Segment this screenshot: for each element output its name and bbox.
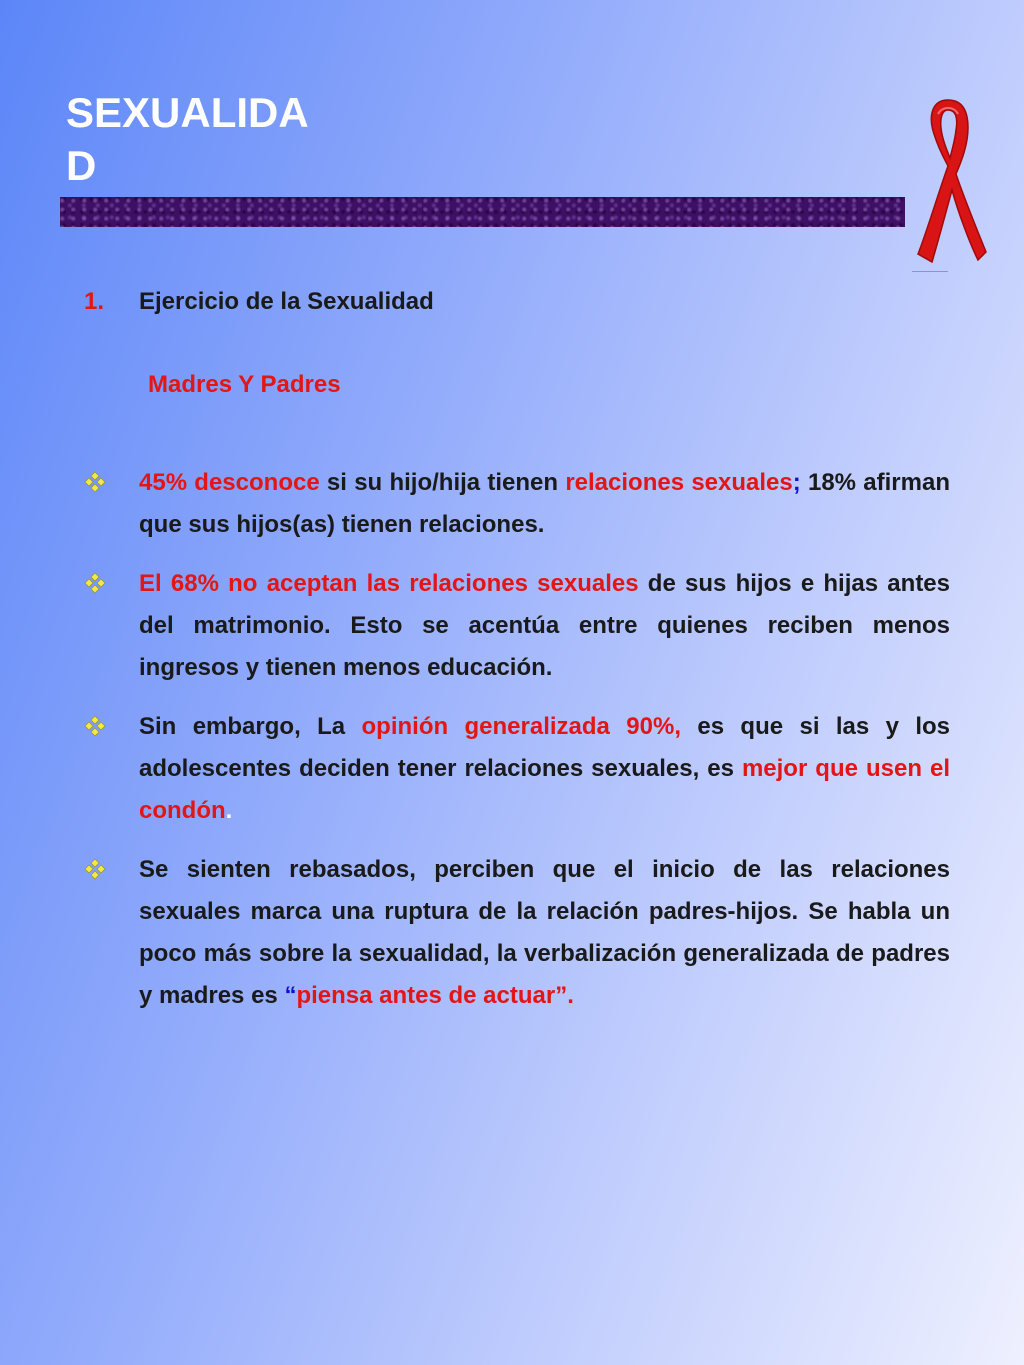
text-segment: Se sienten rebasados, perciben que el inicio de las relaciones sexuales marca una ruptura de la relación padres-hijos. Se habla un poco más sobre la sexualidad, la verbalización generalizada de padres y madres es — [139, 856, 950, 1009]
text-segment: piensa antes de actuar”. — [296, 982, 574, 1009]
diamond-bullet-icon — [84, 715, 106, 737]
text-segment: “ — [284, 982, 297, 1009]
slide-title: SEXUALIDAD — [66, 89, 309, 189]
text-segment: . — [225, 797, 233, 824]
text-segment: ; — [792, 469, 801, 496]
list-item — [84, 462, 950, 546]
text-segment: es que si las y los adolescentes deciden tener relaciones sexuales, es — [139, 713, 950, 782]
text-segment: de sus hijos e hijas antes del matrimonio. Esto se acentúa entre quienes reciben menos ingresos y tienen menos educación. — [139, 570, 951, 681]
text-segment: El 68% no aceptan las relaciones sexuales — [139, 570, 639, 597]
diamond-bullet-icon — [84, 471, 106, 493]
section-number: 1. — [84, 288, 105, 315]
ribbon-underline — [912, 271, 948, 272]
section-heading-text: Ejercicio de la Sexualidad — [139, 288, 434, 315]
bullet-text — [139, 706, 950, 832]
text-segment: si su hijo/hija tienen — [319, 469, 566, 496]
red-ribbon-icon — [908, 94, 988, 269]
bullet-text — [139, 849, 950, 1017]
bullet-list — [84, 462, 950, 1034]
bullet-text — [139, 462, 950, 546]
section-subheading: Madres Y Padres — [148, 371, 341, 398]
title-divider-band — [60, 197, 905, 227]
diamond-bullet-icon — [84, 572, 106, 594]
text-segment: relaciones sexuales — [565, 469, 793, 496]
diamond-bullet-icon — [84, 858, 106, 880]
text-segment: 45% desconoce — [139, 469, 320, 496]
list-item — [84, 849, 950, 1017]
text-segment: 18% afirman que sus hijos(as) tienen relaciones. — [139, 469, 950, 538]
section-heading — [84, 288, 434, 316]
bullet-text — [139, 563, 950, 689]
list-item — [84, 563, 950, 689]
text-segment: opinión generalizada 90%, — [361, 713, 681, 740]
list-item — [84, 706, 950, 832]
text-segment: mejor que usen el condón — [139, 755, 950, 824]
text-segment: Sin embargo, La — [139, 713, 362, 740]
